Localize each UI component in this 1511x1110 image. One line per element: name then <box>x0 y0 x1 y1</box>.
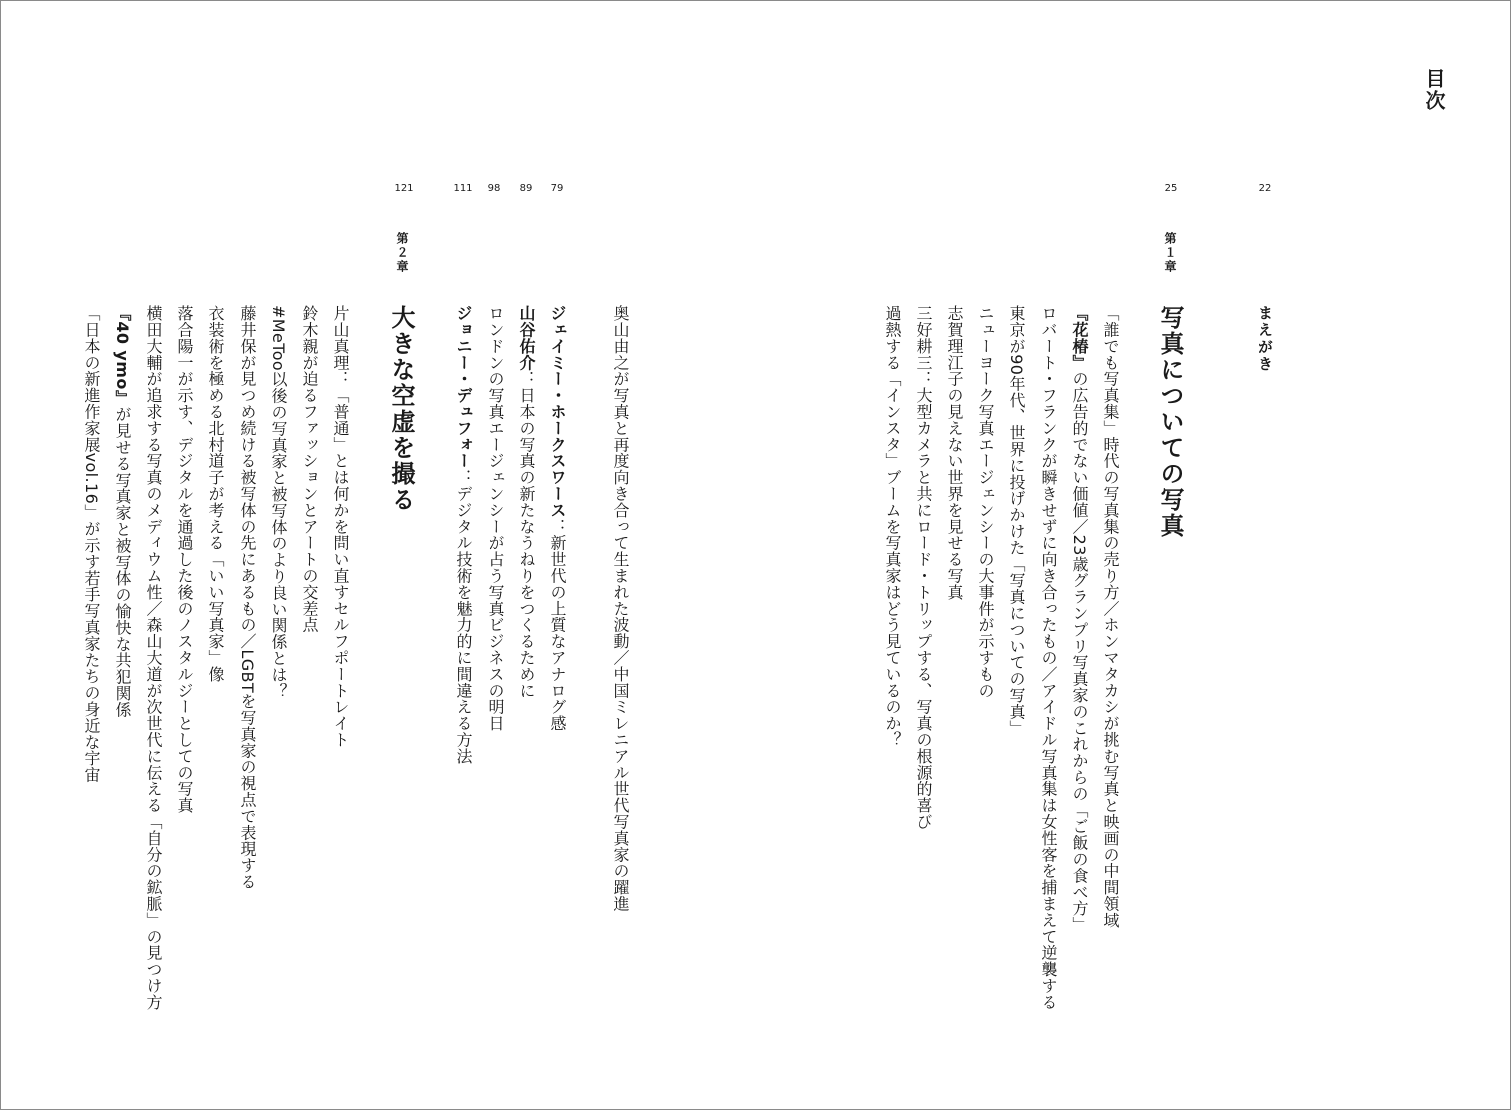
entry-text: 衣装術を極める北村道子が考える「いい写真家」像 <box>206 305 225 683</box>
entry-emphasis: ジョニー・デュフォー <box>454 305 473 469</box>
entry-text: ：日本の写真の新たなうねりをつくるために <box>517 370 536 699</box>
interview-entry <box>455 305 471 764</box>
chapter2-label: 第２章 <box>395 232 409 274</box>
chapter2-entry <box>83 305 99 783</box>
entry-text: 過熱する「インスタ」ブームを写真家はどう見ているのか？ <box>883 305 902 748</box>
entry-text: 東京が90年代、世界に投げかけた「写真についての写真」 <box>1007 305 1026 737</box>
chapter2-entry <box>301 305 317 633</box>
chapter2-title: 大きな空虚を撮る <box>387 305 415 513</box>
entry-emphasis: 『40 ymo』 <box>113 305 132 407</box>
chapter1-entry <box>1008 305 1024 736</box>
interview-entry <box>518 305 534 699</box>
chapter1-title: 写真についての写真 <box>1156 305 1184 539</box>
preface-title: まえがき <box>1256 305 1274 373</box>
entry-text: が見せる写真家と被写体の愉快な共犯関係 <box>113 406 132 718</box>
page-number-preface: 22 <box>1258 183 1272 194</box>
interview-entry <box>487 305 503 731</box>
entry-text: 横田大輔が追求する写真のメディウム性／森山大道が次世代に伝える「自分の鉱脈」の見つけ方 <box>144 305 163 1011</box>
page-number-chapter1: 25 <box>1164 183 1178 194</box>
chapter1-label: 第１章 <box>1163 232 1177 274</box>
chapter2-entry <box>176 305 192 813</box>
entry-text: 三好耕三：大型カメラと共にロード・トリップする、写真の根源的喜び <box>914 305 933 830</box>
chapter1-entry <box>1102 305 1118 928</box>
page-number-chapter2: 121 <box>394 183 414 194</box>
chapter1-entry <box>1040 305 1056 1010</box>
interview-entry <box>612 305 628 912</box>
entry-text: 片山真理：「普通」とは何かを問い直すセルフポートレイト <box>331 305 350 748</box>
entry-text: 落合陽一が示す、デジタルを通過した後のノスタルジーとしての写真 <box>175 305 194 814</box>
interview-entry <box>549 305 565 731</box>
entry-text: 「日本の新進作家展vol.16」が示す若手写真家たちの身近な宇宙 <box>82 305 101 783</box>
entry-emphasis: 『花椿』 <box>1070 305 1089 371</box>
entry-text: の広告的でない価値／23歳グランプリ写真家のこれからの「ご飯の食べ方」 <box>1070 370 1089 933</box>
chapter1-entry <box>946 305 962 600</box>
chapter1-entry <box>884 305 900 748</box>
chapter2-entry <box>207 305 223 682</box>
chapter1-entry <box>977 305 993 699</box>
chapter2-entry <box>145 305 161 1010</box>
entry-text: 鈴木親が迫るファッションとアートの交差点 <box>300 305 319 633</box>
entry-text: ：新世代の上質なアナログ感 <box>548 518 567 732</box>
entry-text: ニューヨーク写真エージェンシーの大事件が示すもの <box>976 305 995 699</box>
entry-text: ：デジタル技術を魅力的に間違える方法 <box>454 469 473 765</box>
entry-text: ロンドンの写真エージェンシーが占う写真ビジネスの明日 <box>486 305 505 732</box>
page-number-interview-3: 98 <box>487 183 501 194</box>
page-number-interview-2: 89 <box>519 183 533 194</box>
chapter2-entry <box>332 305 348 748</box>
entry-text: 志賀理江子の見えない世界を見せる写真 <box>945 305 964 601</box>
chapter2-entry <box>270 305 286 699</box>
chapter2-entry <box>239 305 255 890</box>
entry-text: 藤井保が見つめ続ける被写体の先にあるもの／LGBTを写真家の視点で表現する <box>238 305 257 890</box>
entry-emphasis: 山谷佑介 <box>517 305 536 371</box>
entry-text: ロバート・フランクが瞬きせずに向き合ったもの／アイドル写真集は女性客を捕まえて逆襲する <box>1039 305 1058 1011</box>
chapter1-entry <box>915 305 931 830</box>
chapter1-entry <box>1071 305 1087 933</box>
chapter2-entry <box>114 305 130 718</box>
entry-text: 「誰でも写真集」時代の写真集の売り方／ホンマタカシが挑む写真と映画の中間領域 <box>1101 305 1120 929</box>
entry-text: 奥山由之が写真と再度向き合って生まれた波動／中国ミレニアル世代写真家の躍進 <box>611 305 630 912</box>
page-number-interview-4: 111 <box>453 183 473 194</box>
page-number-interview-1: 79 <box>550 183 564 194</box>
toc-heading: 目次 <box>1422 68 1446 112</box>
entry-emphasis: ジェイミー・ホークスワース <box>548 305 567 519</box>
entry-text: #MeToo以後の写真家と被写体のより良い関係とは？ <box>269 305 288 700</box>
